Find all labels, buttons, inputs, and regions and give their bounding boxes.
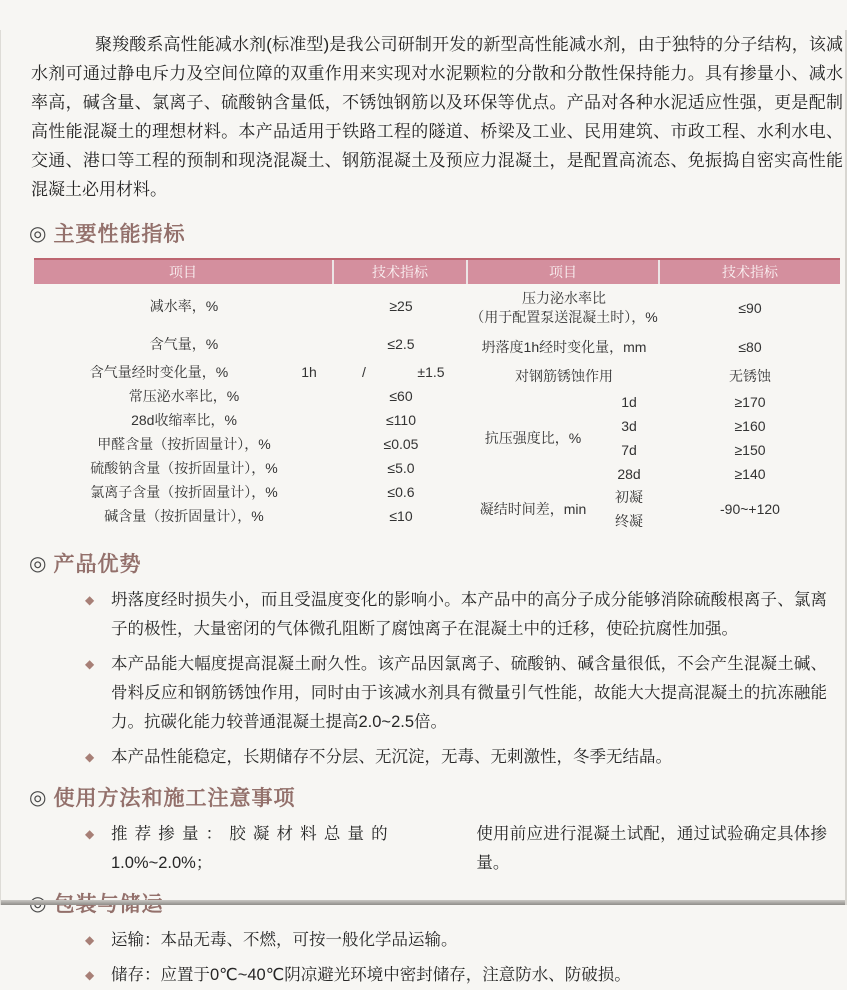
row-value: ≤90: [738, 300, 762, 316]
row-label: 含气量，%: [149, 336, 219, 352]
advantages-list: [85, 586, 827, 772]
age-cell: 1d: [621, 394, 637, 410]
row-label: 28d收缩率比，%: [131, 412, 237, 428]
row-value: ≥25: [389, 298, 413, 314]
row-value: 无锈蚀: [729, 368, 771, 384]
spacer: [388, 820, 477, 878]
row-label: 减水率，%: [149, 298, 219, 314]
section-title: 使用方法和施工注意事项: [53, 787, 296, 810]
table-row: [468, 362, 840, 390]
packaging-list: [85, 926, 827, 990]
row-value: ≤5.0: [387, 460, 415, 476]
row-label: 坍落度1h经时变化量，mm: [481, 339, 647, 355]
row-label: 氯离子含量（按折固量计），%: [90, 484, 278, 500]
group-label: 抗压强度比，%: [484, 430, 582, 446]
list-item: [85, 820, 827, 878]
value-cell: ≥140: [734, 466, 766, 482]
group-label: 凝结时间差，min: [479, 501, 587, 517]
row-label: 对钢筋锈蚀作用: [515, 368, 613, 384]
table-row: [34, 384, 468, 408]
table-row: [34, 408, 468, 432]
table-header-left: [34, 260, 468, 284]
row-label: 硫酸钠含量（按折固量计），%: [90, 460, 278, 476]
scan-edge-bottom: [1, 900, 847, 905]
row-value: ≤80: [738, 339, 762, 355]
section-marker-icon: ◎: [29, 786, 48, 809]
row-label-line1: 压力泌水率比: [522, 290, 606, 306]
row-label: [468, 289, 660, 327]
list-item: [85, 650, 827, 737]
table-row-pressure-bleeding: [468, 284, 840, 332]
age-cell: 3d: [621, 418, 637, 434]
list-item: [85, 743, 827, 772]
diamond-bullet-icon: ◆: [85, 593, 95, 607]
row-value: ±1.5: [417, 364, 445, 380]
row-sub-slash: /: [362, 364, 366, 380]
performance-table-left: [34, 260, 468, 532]
group-sub-labels: [598, 486, 660, 532]
table-row-air-content-change: [34, 360, 468, 384]
row-value: ≤0.6: [387, 484, 415, 500]
diamond-bullet-icon: ◆: [85, 750, 95, 764]
age-cell: 7d: [621, 442, 637, 458]
row-label: 含气量经时变化量，%: [89, 364, 229, 380]
group-values: [660, 390, 840, 486]
table-group-setting-time: [468, 486, 840, 532]
table-row: [34, 480, 468, 504]
section-heading-advantages: [29, 548, 847, 578]
header-cell-item: 项目: [468, 260, 660, 284]
setting-initial: 初凝: [615, 489, 643, 505]
value-cell: -90~+120: [720, 501, 780, 517]
usage-list: [85, 820, 827, 878]
row-label: 碱含量（按折固量计），%: [104, 508, 264, 524]
table-header-right: [468, 260, 840, 284]
bullet-text: 本产品能大幅度提高混凝土耐久性。该产品因氯离子、硫酸钠、碱含量很低，不会产生混凝土碱、骨料反应和钢筋锈蚀作用，同时由于该减水剂具有微量引气性能，故能大大提高混凝土的抗冻融能力。抗碳化能力较普通混凝土提高2.0~2.5倍。: [111, 655, 827, 731]
table-row: [34, 284, 468, 328]
row-label: 常压泌水率比，%: [128, 388, 240, 404]
performance-table-right: [468, 260, 840, 532]
bullet-text: 坍落度经时损失小，而且受温度变化的影响小。本产品中的高分子成分能够消除硫酸根离子、氯离子的极性，大量密闭的气体微孔阻断了腐蚀离子在混凝土中的迁移，使砼抗腐性加强。: [111, 591, 827, 638]
diamond-bullet-icon: ◆: [85, 827, 95, 841]
header-cell-value: 技术指标: [334, 260, 468, 284]
section-heading-performance: [29, 218, 847, 248]
row-value: ≤110: [385, 412, 416, 428]
table-row: [34, 504, 468, 528]
bullet-text: 运输：本品无毒、不燃，可按一般化学品运输。: [111, 931, 458, 949]
bullet-text: 储存：应置于0℃~40℃阴凉避光环境中密封储存，注意防水、防破损。: [111, 966, 631, 984]
intro-paragraph: 聚羧酸系高性能减水剂(标准型)是我公司研制开发的新型高性能减水剂，由于独特的分子结构，该减水剂可通过静电斥力及空间位障的双重作用来实现对水泥颗粒的分散和分散性保持能力。具有掺量小、减水率高，碱含量、氯离子、硫酸钠含量低，不锈蚀钢筋以及环保等优点。产品对各种水泥适应性强，更是配制高性能混凝土的理想材料。本产品适用于铁路工程的隧道、桥梁及工业、民用建筑、市政工程、水利水电、交通、港口等工程的预制和现浇混凝土、钢筋混凝土及预应力混凝土，是配置高流态、免振捣自密实高性能混凝土必用材料。: [31, 35, 843, 199]
value-cell: ≥160: [734, 418, 766, 434]
header-cell-value: 技术指标: [722, 264, 778, 280]
group-ages: [598, 390, 660, 486]
usage-note: 使用前应进行混凝土试配，通过试验确定具体掺量。: [476, 825, 827, 872]
table-row: [34, 456, 468, 480]
row-label-line2: （用于配置泵送混凝土时），%: [470, 309, 658, 325]
value-cell: ≥150: [734, 442, 766, 458]
document-page: [0, 30, 847, 984]
value-cell: ≥170: [734, 394, 766, 410]
section-heading-usage: [29, 782, 847, 812]
row-value: ≤60: [389, 388, 413, 404]
usage-dosage: 推荐掺量：胶凝材料总量的1.0%~2.0%；: [111, 825, 388, 872]
section-title: 主要性能指标: [53, 223, 186, 246]
age-cell: 28d: [617, 466, 641, 482]
diamond-bullet-icon: ◆: [85, 968, 95, 982]
list-item: [85, 586, 827, 644]
table-row: [34, 328, 468, 360]
header-cell-item: 项目: [34, 260, 334, 284]
bullet-text: 本产品性能稳定，长期储存不分层、无沉淀，无毒、无刺激性，冬季无结晶。: [111, 748, 672, 766]
row-sub-time: 1h: [301, 364, 317, 380]
section-marker-icon: ◎: [29, 552, 48, 575]
diamond-bullet-icon: ◆: [85, 657, 95, 671]
diamond-bullet-icon: ◆: [85, 933, 95, 947]
row-value: ≤10: [389, 508, 413, 524]
bullet-text: [111, 820, 827, 878]
performance-table: [34, 258, 840, 532]
section-marker-icon: ◎: [29, 222, 48, 245]
row-value: ≤0.05: [383, 436, 419, 452]
row-label: 甲醛含量（按折固量计），%: [97, 436, 271, 452]
list-item: [85, 961, 827, 990]
table-group-compressive-strength: [468, 390, 840, 486]
row-value: ≤2.5: [387, 336, 415, 352]
section-title: 产品优势: [53, 553, 142, 576]
list-item: [85, 926, 827, 955]
setting-final: 终凝: [615, 513, 643, 529]
table-row: [468, 332, 840, 362]
table-row: [34, 432, 468, 456]
